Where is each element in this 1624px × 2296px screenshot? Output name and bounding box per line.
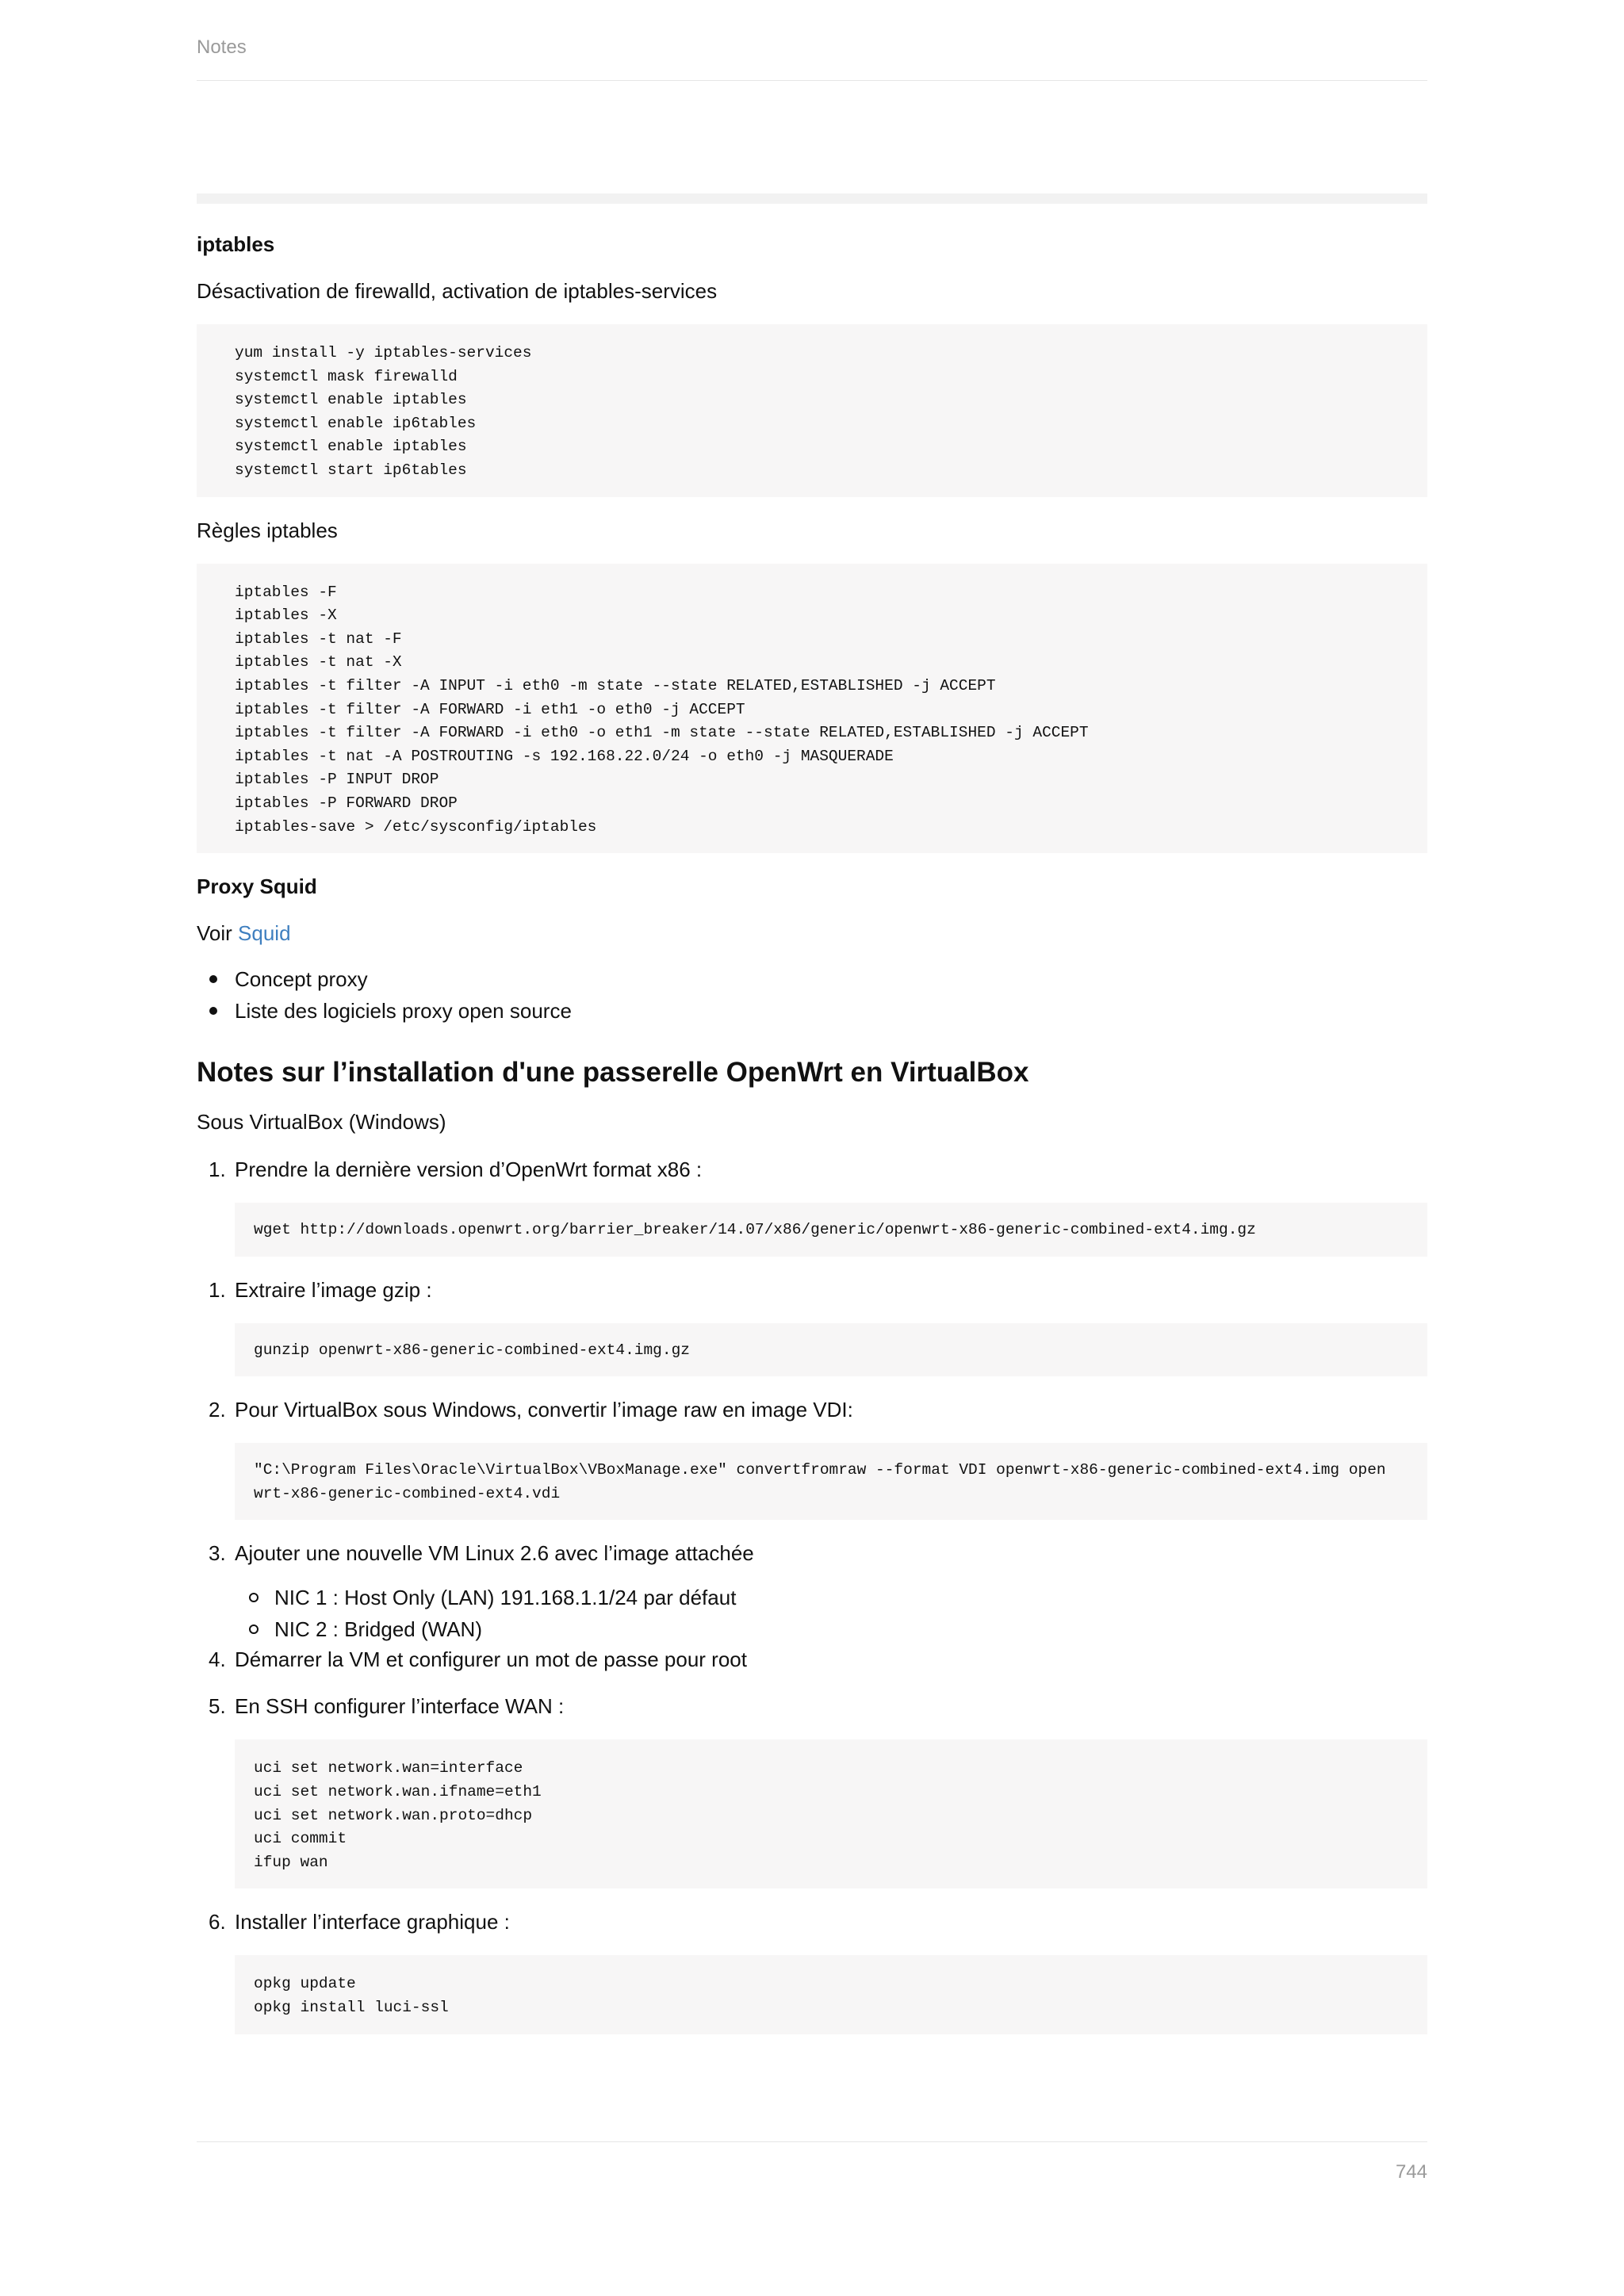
list-item: Liste des logiciels proxy open source bbox=[197, 995, 1427, 1027]
code-block-vboxmanage: "C:\Program Files\Oracle\VirtualBox\VBoxManage.exe" convertfromraw --format VDI openwrt-x86-generic-combined-ext4.img open wrt-x86-generic-combined-ext4.vdi bbox=[235, 1443, 1427, 1520]
step-number: 4. bbox=[209, 1647, 226, 1672]
bullet-icon bbox=[209, 975, 217, 983]
step-item: 3. Ajouter une nouvelle VM Linux 2.6 avec l’image attachée bbox=[197, 1539, 1427, 1567]
step-number: 5. bbox=[209, 1694, 226, 1719]
section-heading-proxy: Proxy Squid bbox=[197, 874, 317, 899]
circle-bullet-icon bbox=[249, 1593, 259, 1602]
step-item: 5. En SSH configurer l’interface WAN : bbox=[197, 1692, 1427, 1720]
page-content bbox=[197, 230, 1427, 2034]
proxy-bullet-list bbox=[197, 963, 1427, 1027]
list-item: NIC 2 : Bridged (WAN) bbox=[197, 1613, 1427, 1645]
running-header: Notes bbox=[197, 36, 247, 58]
step-number: 3. bbox=[209, 1541, 226, 1566]
footer-divider bbox=[197, 2141, 1427, 2142]
circle-bullet-icon bbox=[249, 1624, 259, 1634]
header-divider bbox=[197, 80, 1427, 81]
code-block-iptables-services: yum install -y iptables-services systemctl mask firewalld systemctl enable iptables systemctl enable ip6tables systemctl enable iptables systemctl start ip6tables bbox=[197, 324, 1427, 497]
step-item: 6. Installer l’interface graphique : bbox=[197, 1908, 1427, 1936]
see-label: Voir bbox=[197, 921, 232, 946]
code-block-wget: wget http://downloads.openwrt.org/barrier_breaker/14.07/x86/generic/openwrt-x86-generic-combined-ext4.img.gz bbox=[235, 1203, 1427, 1257]
step-item: 2. Pour VirtualBox sous Windows, convertir l’image raw en image VDI: bbox=[197, 1395, 1427, 1424]
iptables-intro: Désactivation de firewalld, activation de iptables-services bbox=[197, 279, 718, 303]
list-item: Concept proxy bbox=[197, 963, 1427, 995]
bullet-icon bbox=[209, 1007, 217, 1015]
code-block-iptables-rules: iptables -F iptables -X iptables -t nat -F iptables -t nat -X iptables -t filter -A INPUT -i eth0 -m state --state RELATED,ESTABLISHED -j ACCEPT iptables -t filter -A FORWARD -i eth1 -o eth0 -j ACCEPT iptables -t filter -A FORWARD -i eth0 -o eth1 -m state --state RELATED,ESTABLISHED -j ACCEPT iptables -t nat -A POSTROUTING -s 192.168.22.0/24 -o eth0 -j MASQUERADE iptables -P INPUT DROP iptables -P FORWARD DROP iptables-save > /etc/sysconfig/iptables bbox=[197, 564, 1427, 854]
step-item: 1. Prendre la dernière version d’OpenWrt format x86 : bbox=[197, 1155, 1427, 1184]
openwrt-subtitle: Sous VirtualBox (Windows) bbox=[197, 1110, 446, 1135]
nic-list bbox=[197, 1582, 1427, 1645]
list-item: NIC 1 : Host Only (LAN) 191.168.1.1/24 par défaut bbox=[197, 1582, 1427, 1613]
code-block-gunzip: gunzip openwrt-x86-generic-combined-ext4.img.gz bbox=[235, 1323, 1427, 1377]
step-item: 4. Démarrer la VM et configurer un mot de passe pour root bbox=[197, 1645, 1427, 1674]
step-number: 1. bbox=[209, 1158, 226, 1182]
openwrt-section-title: Notes sur l’installation d'une passerelle OpenWrt en VirtualBox bbox=[197, 1057, 1029, 1089]
page-number: 744 bbox=[1395, 2161, 1427, 2183]
step-number: 2. bbox=[209, 1398, 226, 1422]
squid-link[interactable]: Squid bbox=[238, 921, 291, 946]
step-number: 6. bbox=[209, 1910, 226, 1934]
proxy-see-also bbox=[197, 919, 1427, 947]
section-heading-iptables: iptables bbox=[197, 232, 275, 256]
code-block-uci: uci set network.wan=interface uci set network.wan.ifname=eth1 uci set network.wan.proto=dhcp uci commit ifup wan bbox=[235, 1739, 1427, 1888]
step-item: 1. Extraire l’image gzip : bbox=[197, 1276, 1427, 1304]
code-block-opkg: opkg update opkg install luci-ssl bbox=[235, 1955, 1427, 2034]
step-number: 1. bbox=[209, 1277, 226, 1302]
previous-code-block-end bbox=[197, 193, 1427, 204]
iptables-rules-label: Règles iptables bbox=[197, 518, 338, 542]
